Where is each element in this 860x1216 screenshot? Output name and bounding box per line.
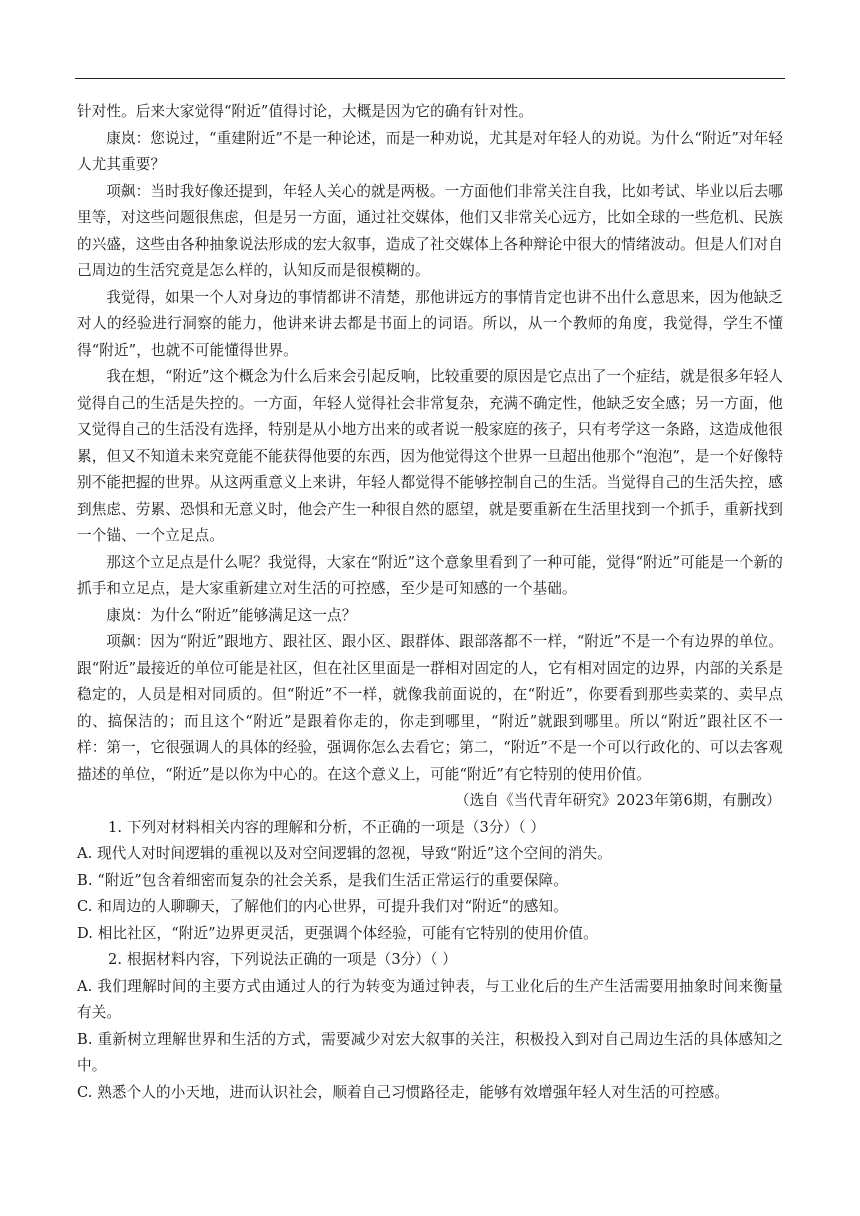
source-citation: （选自《当代青年研究》2023年第6期，有删改）: [454, 792, 781, 809]
paragraph: 针对性。后来大家觉得“附近”值得讨论，大概是因为它的确有针对性。: [77, 103, 533, 120]
question-1-option-d: D. 相比社区，“附近”边界更灵活，更强调个体经验，可能有它特别的使用价值。: [77, 924, 598, 942]
paragraph: 项飙：当时我好像还提到，年轻人关心的就是两极。一方面他们非常关注自我，比如考试、毕业以后去哪里等，对这些问题很焦虑，但是另一方面，通过社交媒体，他们又非常关心远方，比如全球的一些危机、民族的兴盛，这些由各种抽象说法形成的宏大叙事，造成了社交媒体上各种辩论中很大的情绪波动。但是人们对自己周边的生活究竟是怎么样的，认知反而是很模糊的。: [77, 182, 783, 279]
paragraph: 项飙：因为“附近”跟地方、跟社区、跟小区、跟群体、跟部落都不一样，“附近”不是一个有边界的单位。跟“附近”最接近的单位可能是社区，但在社区里面是一群相对固定的人，它有相对固定的边界，内部的关系是稳定的，人员是相对同质的。但“附近”不一样，就像我前面说的，在“附近”，你要看到那些卖菜的、卖早点的、搞保洁的；而且这个“附近”是跟着你走的，你走到哪里，“附近”就跟到哪里。所以“附近”跟社区不一样：第一，它很强调人的具体的经验，强调你怎么去看它；第二，“附近”不是一个可以行政化的、可以去客观描述的单位，“附近”是以你为中心的。在这个意义上，可能“附近”有它特别的使用价值。: [77, 633, 783, 783]
question-2-option-b: B. 重新树立理解世界和生活的方式，需要减少对宏大叙事的关注，积极投入到对自己周边生活的具体感知之中。: [77, 1030, 783, 1074]
paragraph: 康岚：您说过，“重建附近”不是一种论述，而是一种劝说，尤其是对年轻人的劝说。为什么“附近”对年轻人尤其重要？: [77, 129, 783, 173]
question-2-stem: 2. 根据材料内容，下列说法正确的一项是（3分）（ ）: [108, 951, 457, 968]
paragraph: 我在想，“附近”这个概念为什么后来会引起反响，比较重要的原因是它点出了一个症结，就是很多年轻人觉得自己的生活是失控的。一方面，年轻人觉得社会非常复杂，充满不确定性，他缺乏安全感；另一方面，他又觉得自己的生活没有选择，特别是从小地方出来的或者说一般家庭的孩子，只有考学这一条路，这造成他很累，但又不知道未来究竟能不能获得他要的东西，因为他觉得这个世界一旦超出他那个“泡泡”，是一个好像特别不能把握的世界。从这两重意义上来讲，年轻人都觉得不能够控制自己的生活。当觉得自己的生活失控，感到焦虑、劳累、恐惧和无意义时，他会产生一种很自然的愿望，就是要重新在生活里找到一个抓手，重新找到一个锚、一个立足点。: [77, 368, 783, 544]
question-2-option-c: C. 熟悉个人的小天地，进而认识社会，顺着自己习惯路径走，能够有效增强年轻人对生活的可控感。: [77, 1083, 730, 1101]
paragraph: 那这个立足点是什么呢？我觉得，大家在“附近”这个意象里看到了一种可能，觉得“附近”可能是一个新的抓手和立足点，是大家重新建立对生活的可控感，至少是可知感的一个基础。: [77, 553, 783, 597]
question-2-option-a: A. 我们理解时间的主要方式由通过人的行为转变为通过钟表，与工业化后的生产生活需要用抽象时间来衡量有关。: [77, 977, 783, 1021]
question-1-option-b: B. “附近”包含着细密而复杂的社会关系，是我们生活正常运行的重要保障。: [77, 871, 568, 889]
question-1-stem: 1. 下列对材料相关内容的理解和分析，不正确的一项是（3分）（ ）: [108, 818, 546, 836]
document-body: [77, 99, 783, 1106]
header-rule: [75, 78, 785, 79]
paragraph: 我觉得，如果一个人对身边的事情都讲不清楚，那他讲远方的事情肯定也讲不出什么意思来，因为他缺乏对人的经验进行洞察的能力，他讲来讲去都是书面上的词语。所以，从一个教师的角度，我觉得，学生不懂得“附近”，也就不可能懂得世界。: [77, 288, 783, 359]
question-1-option-a: A. 现代人对时间逻辑的重视以及对空间逻辑的忽视，导致“附近”这个空间的消失。: [77, 845, 612, 862]
paragraph: 康岚：为什么“附近”能够满足这一点？: [106, 606, 357, 624]
question-1-option-c: C. 和周边的人聊聊天，了解他们的内心世界，可提升我们对“附近”的感知。: [77, 898, 568, 915]
